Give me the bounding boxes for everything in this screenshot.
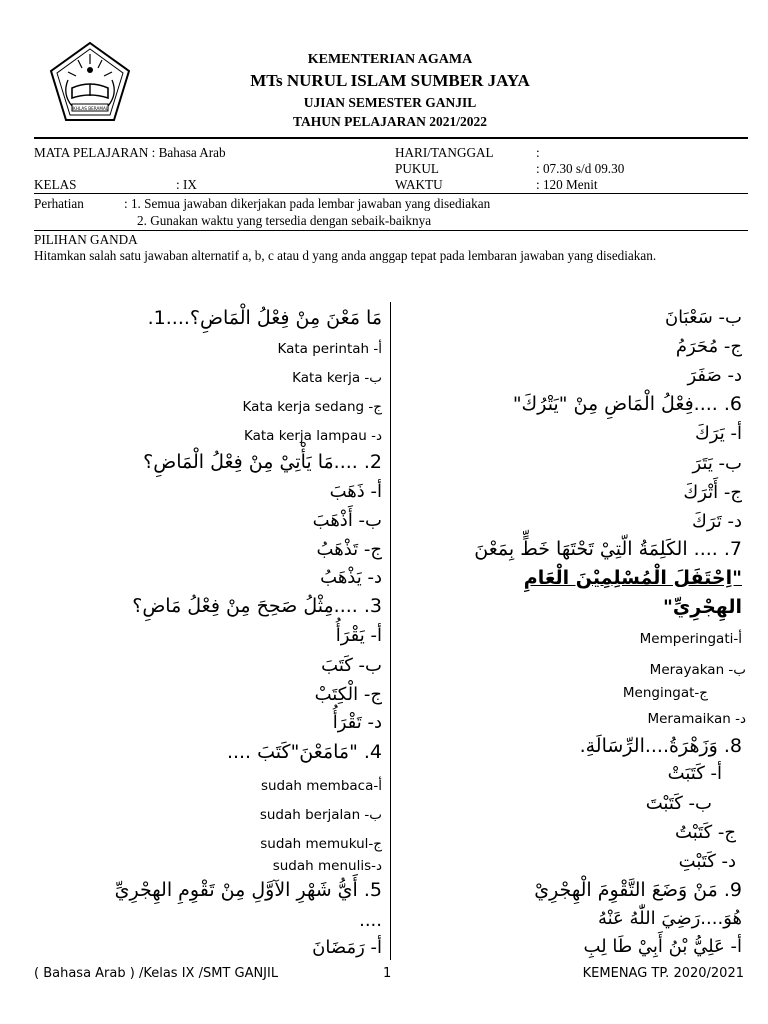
footer-left: ( Bahasa Arab ) /Kelas IX /SMT GANJIL [34, 966, 279, 981]
attention-item-1: : 1. Semua jawaban dikerjakan pada lembar jawaban yang disediakan [124, 196, 491, 211]
q7-quote-line-2: الهِجْرِيِّ" [662, 596, 742, 618]
column-divider [390, 302, 391, 960]
academic-year: TAHUN PELAJARAN 2021/2022 [292, 114, 487, 129]
exam-title: UJIAN SEMESTER GANJIL [303, 95, 477, 110]
question-7: 7. .... الكَلِمَةُ الّتِيْ تَحْتَهَا خَطٍّ بِمَعْنَ [474, 538, 742, 560]
day-value: : [536, 145, 540, 160]
question-8: 8. وَزَهْرَةُ....الرِّسَالَةِ. [579, 735, 742, 757]
q3-option-a: أ- يَقْرَأُ [335, 625, 382, 646]
duration-label: WAKTU [395, 177, 443, 192]
attention-rule [34, 230, 748, 231]
q7-option-c: ج-Mengingat [622, 685, 708, 701]
q3-option-b: ب- كَتَبَ [321, 655, 382, 676]
q7-option-b: ب- Merayakan [649, 662, 746, 678]
question-3: 3. ....مِثْلُ صَحِحَ مِنْ فِعْلُ مَاضِ؟ [132, 595, 382, 617]
q4-option-c: ج-sudah memukul [260, 836, 382, 852]
q8-option-c: ج- كَتَبْتُ [675, 822, 736, 843]
q8-option-a: أ- كَتَبَتْ [667, 763, 722, 784]
q3-option-c: ج- الْكِتَبْ [314, 684, 382, 705]
q4-option-a: أ-sudah membaca [260, 778, 382, 794]
q6-option-b: ب- يَتَرَ [692, 453, 742, 474]
q8-option-d: د- كَتَبْتِ [678, 851, 736, 872]
section-title: PILIHAN GANDA [34, 232, 138, 247]
footer-right: KEMENAG TP. 2020/2021 [582, 966, 744, 981]
q5-option-a: أ- رَمَضَانَ [312, 937, 382, 958]
school-name: MTs NURUL ISLAM SUMBER JAYA [250, 71, 530, 90]
q4-option-d: د-sudah menulis [272, 858, 382, 874]
header-rule [34, 137, 748, 139]
attention-label: Perhatian [34, 196, 84, 211]
q7-option-a: أ-Memperingati [639, 631, 742, 647]
q2-option-b: ب- أَذْهَبَ [312, 510, 382, 531]
q8-option-b: ب- كَتَبْتَ [645, 793, 712, 814]
q5-option-c: ج- مُحَرَمُ [675, 336, 742, 357]
q5-option-d: د- صَفَرَ [687, 365, 742, 386]
class-value: : IX [176, 177, 197, 192]
q6-option-c: ج- أَتْرَكَ [683, 482, 742, 503]
question-1: مَا مَعْنَ مِنْ فِعْلُ الْمَاضِ؟....1. [147, 307, 382, 329]
q1-option-b: ب- Kata kerja [292, 370, 382, 386]
q3-option-d: د- تَقْرَأُ [332, 712, 382, 733]
q1-option-d: د- Kata kerja lampau [243, 428, 382, 444]
q2-option-a: أ- ذَهَبَ [329, 481, 382, 502]
footer-page-number: 1 [383, 966, 392, 981]
q6-option-d: د- تَرَكَ [691, 511, 742, 532]
info-rule [34, 193, 748, 194]
q5-option-b: ب- سَعْبَانَ [664, 307, 742, 328]
q4-option-b: ب- sudah berjalan [259, 807, 382, 823]
attention-item-2: 2. Gunakan waktu yang tersedia dengan sebaik-baiknya [137, 213, 432, 228]
question-5: 5. أَيُّ شَهْرِ الآوَّلِ مِنْ تَقْوِمِ الهِجْرِيِّ [114, 879, 382, 901]
q5-dots: .... [359, 910, 382, 931]
question-6: 6. ....فِعْلُ الْمَاضِ مِنْ "يَتْرُكَ" [512, 393, 742, 415]
logo-motto: IKHLAS BERAMAL [71, 105, 109, 111]
question-4: 4. "مَامَعْنَ"كَتَبَ .... [226, 741, 382, 763]
day-label: HARI/TANGGAL [395, 145, 494, 160]
time-label: PUKUL [395, 161, 439, 176]
class-label: KELAS [34, 177, 77, 192]
q7-quote-line-1: "اِحْتَفَلَ الْمُسْلِمِيْنَ الْعَامِ [523, 567, 742, 589]
q1-option-a: أ- Kata perintah [277, 341, 382, 357]
q9-option-a: أ- عَلِيُّ بْنُ أَبِيْ طَا لِبِ [583, 936, 742, 957]
q2-option-c: ج- تَذْهَبُ [316, 539, 382, 560]
duration-value: : 120 Menit [536, 177, 598, 192]
q6-option-a: أ- يَرَكَ [695, 423, 742, 444]
kemenag-emblem-icon [48, 40, 132, 132]
ministry-title: KEMENTERIAN AGAMA [307, 52, 473, 67]
q1-option-c: ج- Kata kerja sedang [242, 399, 382, 415]
q2-option-d: د- يَذْهَبُ [320, 567, 382, 588]
q9-line-2: هُوَ....رَضِيَ اللّٰهُ عَنْهُ [597, 908, 742, 929]
question-2: 2. ....مَا يَأْتِيْ مِنْ فِعْلُ الْمَاضِ؟ [143, 451, 382, 473]
section-instruction: Hitamkan salah satu jawaban alternatif a, b, c atau d yang anda anggap tepat pada lembaran jawaban yang disediakan. [34, 248, 657, 263]
subject-label: MATA PELAJARAN : Bahasa Arab [34, 145, 226, 160]
question-9: 9. مَنْ وَضَعَ التَّقْوِمَ الْهِجْرِيْ [534, 879, 742, 901]
q7-option-d: د- Meramaikan [647, 711, 746, 727]
time-value: : 07.30 s/d 09.30 [536, 161, 625, 176]
